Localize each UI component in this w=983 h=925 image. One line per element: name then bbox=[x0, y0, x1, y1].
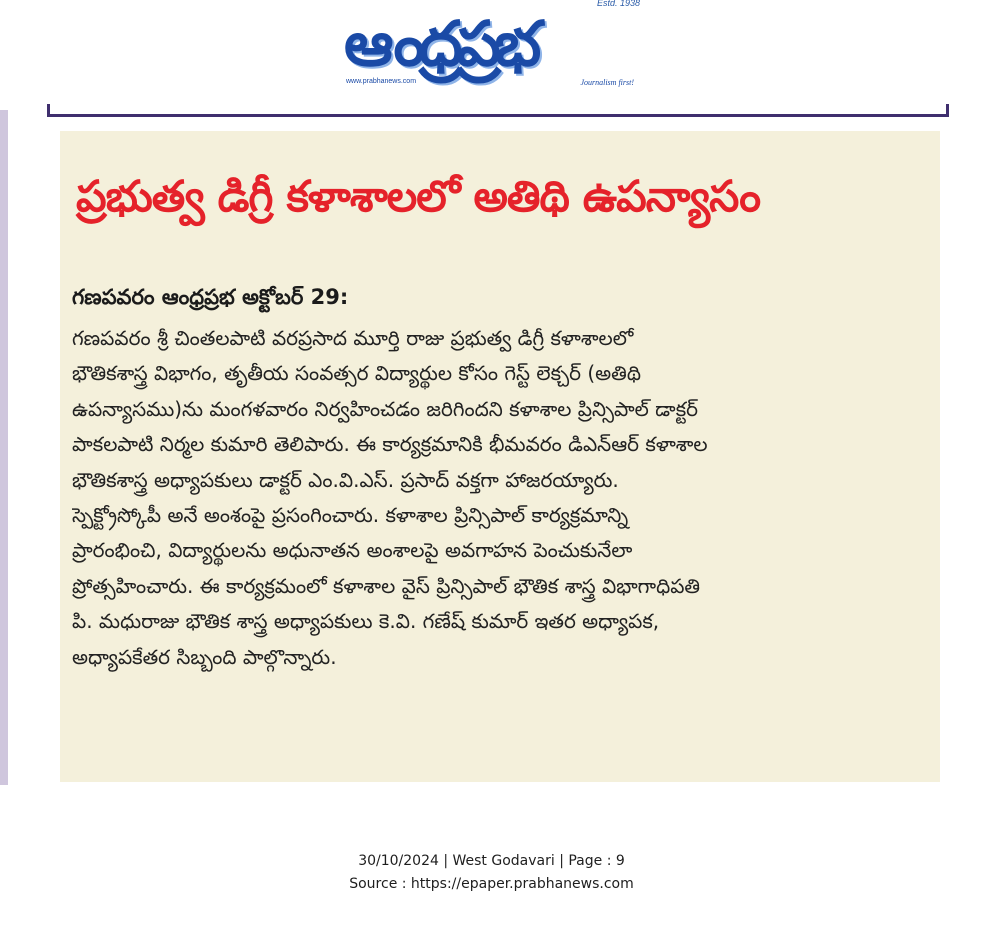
header-divider bbox=[47, 104, 949, 117]
article-body-line: పాకలపాటి నిర్మల కుమారి తెలిపారు. ఈ కార్యక్రమానికి భీమవరం డిఎన్ఆర్ కళాశాల bbox=[72, 432, 708, 457]
masthead-estd: Estd. 1938 bbox=[596, 0, 640, 8]
masthead-tagline: Journalism first! bbox=[580, 78, 634, 87]
article-body-line: గణపవరం శ్రీ చింతలపాటి వరప్రసాద మూర్తి రాజు ప్రభుత్వ డిగ్రీ కళాశాలలో bbox=[72, 326, 634, 350]
article-body-line: ప్రారంభించి, విద్యార్థులను అధునాతన అంశాలపై అవగాహన పెంచుకునేలా bbox=[72, 538, 633, 563]
article-dateline: గణపవరం ఆంధ్రప్రభ అక్టోబర్ 29: bbox=[72, 285, 349, 309]
left-page-rule bbox=[0, 110, 8, 785]
article-body-line: భౌతికశాస్త్ర విభాగం, తృతీయ సంవత్సర విద్యార్థుల కోసం గెస్ట్ లెక్చర్ (అతిథి bbox=[72, 361, 641, 386]
article-body bbox=[72, 321, 932, 675]
article-body-line: భౌతికశాస్త్ర అధ్యాపకులు డాక్టర్ ఎం.వి.ఎస్. ప్రసాద్ వక్తగా హాజరయ్యారు. bbox=[72, 467, 619, 492]
footer-source: Source : https://epaper.prabhanews.com bbox=[349, 876, 634, 892]
newspaper-logo: ఆంధ్రప్రభ bbox=[344, 7, 536, 80]
article-clipping bbox=[60, 131, 940, 782]
masthead-url: www.prabhanews.com bbox=[346, 78, 417, 85]
article-body-line: ప్రోత్సహించారు. ఈ కార్యక్రమంలో కళాశాల వైస్ ప్రిన్సిపాల్ భౌతిక శాస్త్ర విభాగాధిపతి bbox=[72, 573, 701, 598]
masthead bbox=[340, 0, 644, 92]
article-body-line: ఉపన్యాసము)ను మంగళవారం నిర్వహించడం జరిగిందని కళాశాల ప్రిన్సిపాల్ డాక్టర్ bbox=[72, 396, 699, 421]
article-body-line: స్పెక్ట్రోస్కోపీ అనే అంశంపై ప్రసంగించారు. కళాశాల ప్రిన్సిపాల్ కార్యక్రమాన్ని bbox=[72, 502, 629, 527]
article-body-line: పి. మధురాజు భౌతిక శాస్త్ర అధ్యాపకులు కె.వి. గణేష్ కుమార్ ఇతర అధ్యాపక, bbox=[72, 609, 660, 634]
article-headline: ప్రభుత్వ డిగ్రీ కళాశాలలో అతిథి ఉపన్యాసం bbox=[76, 172, 761, 222]
article-body-line: అధ్యాపకేతర సిబ్బంది పాల్గొన్నారు. bbox=[72, 644, 337, 669]
footer-date-edition: 30/10/2024 | West Godavari | Page : 9 bbox=[358, 853, 625, 869]
